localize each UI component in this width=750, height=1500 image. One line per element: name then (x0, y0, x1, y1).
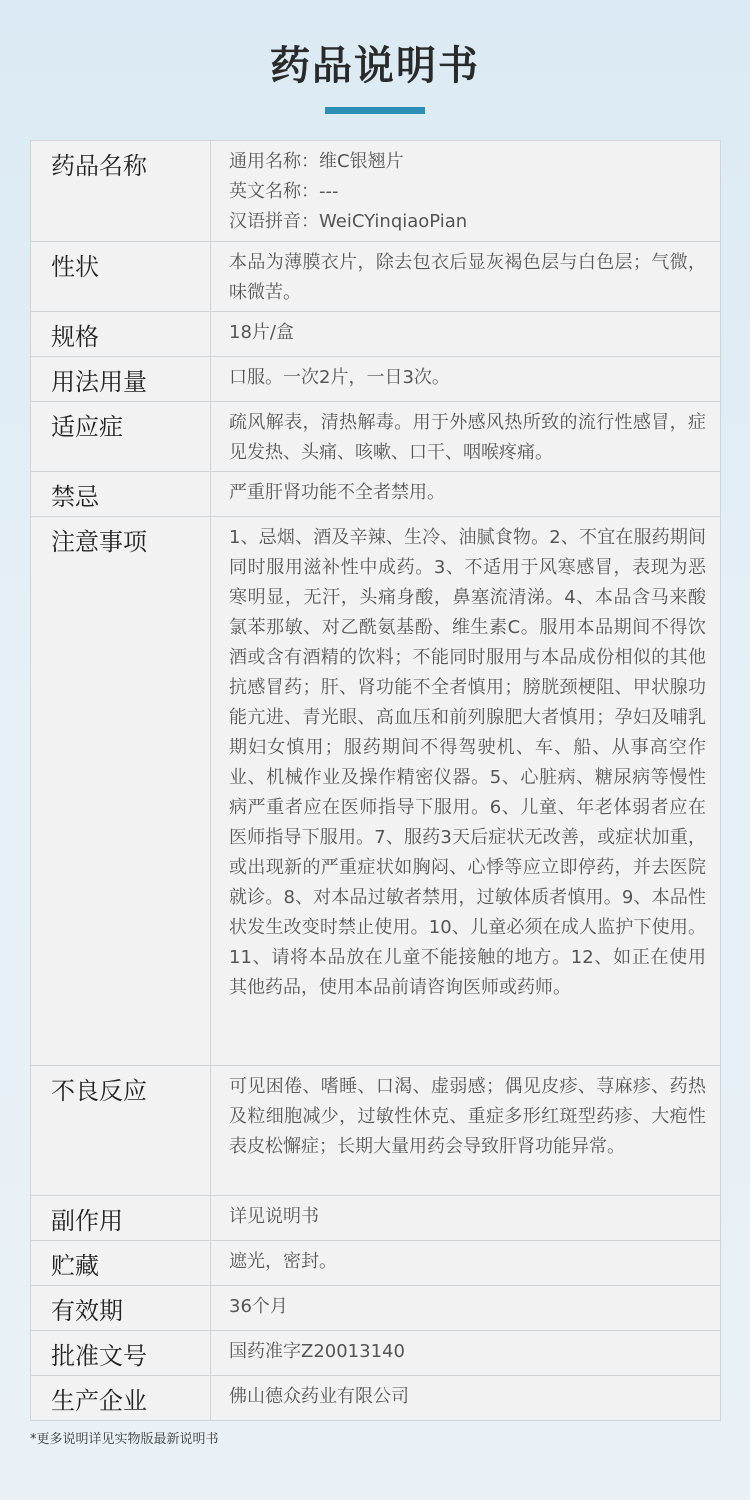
row-value-text: 1、忌烟、酒及辛辣、生冷、油腻食物。2、不宜在服药期间同时服用滋补性中成药。3、不适用于风寒感冒，表现为恶寒明显，无汗，头痛身酸，鼻塞流清涕。4、本品含马来酸氯苯那敏、对乙酰氨基酚、维生素C。服用本品期间不得饮酒或含有酒精的饮料；不能同时服用与本品成份相似的其他抗感冒药；肝、肾功能不全者慎用；膀胱颈梗阻、甲状腺功能亢进、青光眼、高血压和前列腺肥大者慎用；孕妇及哺乳期妇女慎用；服药期间不得驾驶机、车、船、从事高空作业、机械作业及操作精密仪器。5、心脏病、糖尿病等慢性病严重者应在医师指导下服用。6、儿童、年老体弱者应在医师指导下服用。7、服药3天后症状无改善，或症状加重，或出现新的严重症状如胸闷、心悸等应立即停药，并去医院就诊。8、对本品过敏者禁用，过敏体质者慎用。9、本品性状发生改变时禁止使用。10、儿童必须在成人监护下使用。11、请将本品放在儿童不能接触的地方。12、如正在使用其他药品，使用本品前请咨询医师或药师。 (229, 527, 706, 998)
row-value-text: 遮光，密封。 (229, 1251, 337, 1272)
row-value-text: 国药准字Z20013140 (229, 1341, 405, 1362)
row-label: 贮藏 (31, 1241, 211, 1286)
row-value (211, 1376, 721, 1421)
table-row (31, 1196, 721, 1241)
english-name-line: 英文名称：--- (229, 181, 339, 202)
row-value-text: 可见困倦、嗜睡、口渴、虚弱感；偶见皮疹、荨麻疹、药热及粒细胞减少，过敏性休克、重症多形红斑型药疹、大疱性表皮松懈症；长期大量用药会导致肝肾功能异常。 (229, 1076, 706, 1157)
row-label: 不良反应 (31, 1066, 211, 1196)
title-underline (325, 107, 425, 114)
row-value-text: 疏风解表，清热解毒。用于外感风热所致的流行性感冒，症见发热、头痛、咳嗽、口干、咽喉疼痛。 (229, 412, 706, 463)
row-value-text: 36个月 (229, 1296, 288, 1317)
row-label: 副作用 (31, 1196, 211, 1241)
row-value-text: 本品为薄膜衣片，除去包衣后显灰褐色层与白色层；气微，味微苦。 (229, 252, 706, 303)
drug-info-table (30, 140, 721, 1421)
row-value (211, 1196, 721, 1241)
row-value (211, 1241, 721, 1286)
row-value (211, 402, 721, 472)
row-label: 禁忌 (31, 472, 211, 517)
table-row (31, 517, 721, 1066)
row-value (211, 141, 721, 242)
table-row (31, 1331, 721, 1376)
table-row (31, 1241, 721, 1286)
footnote: *更多说明详见实物版最新说明书 (30, 1432, 219, 1447)
row-label: 生产企业 (31, 1376, 211, 1421)
table-row (31, 402, 721, 472)
table-row (31, 1376, 721, 1421)
table-row (31, 1066, 721, 1196)
table-row (31, 312, 721, 357)
row-label: 规格 (31, 312, 211, 357)
row-label: 药品名称 (31, 141, 211, 242)
row-value-text: 佛山德众药业有限公司 (229, 1386, 409, 1407)
row-label: 批准文号 (31, 1331, 211, 1376)
row-label: 适应症 (31, 402, 211, 472)
row-value (211, 242, 721, 312)
row-label: 用法用量 (31, 357, 211, 402)
row-value-text: 严重肝肾功能不全者禁用。 (229, 482, 445, 503)
row-value-text: 口服。一次2片，一日3次。 (229, 367, 450, 388)
table-row (31, 242, 721, 312)
row-value-text: 18片/盒 (229, 322, 294, 343)
row-value (211, 357, 721, 402)
row-label: 有效期 (31, 1286, 211, 1331)
row-value (211, 312, 721, 357)
pinyin-line: 汉语拼音：WeiCYinqiaoPian (229, 211, 468, 232)
row-label: 性状 (31, 242, 211, 312)
row-value (211, 472, 721, 517)
table-row (31, 472, 721, 517)
row-value (211, 1331, 721, 1376)
table-row (31, 357, 721, 402)
page-title: 药品说明书 (270, 43, 480, 89)
row-label: 注意事项 (31, 517, 211, 1066)
table-row (31, 141, 721, 242)
row-value (211, 1286, 721, 1331)
row-value (211, 1066, 721, 1196)
table-row (31, 1286, 721, 1331)
generic-name-line: 通用名称：维C银翘片 (229, 151, 404, 172)
row-value-text: 详见说明书 (229, 1206, 319, 1227)
row-value (211, 517, 721, 1066)
